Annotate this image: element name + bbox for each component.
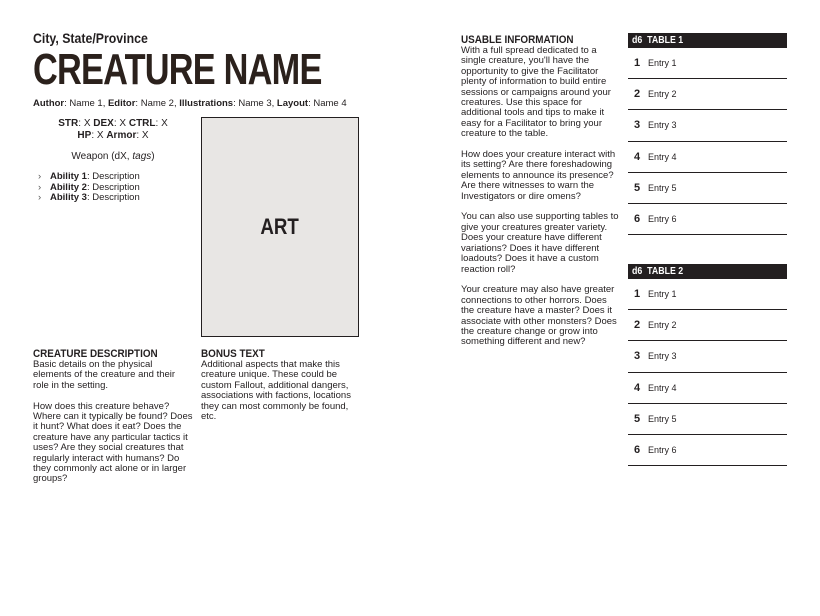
table-die: d6: [632, 35, 643, 46]
section-body: [201, 360, 361, 422]
table-row: [628, 279, 787, 310]
section-heading: CREATURE DESCRIPTION: [33, 348, 158, 360]
ability-label: Ability 2: [50, 181, 87, 193]
paragraph: Basic details on the physical elements of the creature and their role in the setting.: [33, 359, 176, 391]
d6-table-2: [628, 264, 787, 466]
row-number: 3: [633, 119, 641, 132]
table-header: [628, 264, 787, 279]
table-header: [628, 33, 787, 48]
paragraph: How does your creature interact with its setting? Are there foreshadowing elements to announce its presence? Are there witnesses to warn the Investigators or dire omens?: [461, 149, 616, 202]
stat-value: X: [83, 118, 91, 129]
weapon-tags: tags: [132, 151, 152, 162]
row-number: 2: [633, 319, 641, 332]
table-row: [628, 341, 787, 372]
row-number: 1: [633, 57, 641, 70]
paragraph: You can also use supporting tables to give your creatures greater variety. Does your creature have different variations? Does it have different loadouts? Does it have a custom reaction roll?: [461, 211, 619, 275]
table-row: [628, 435, 787, 466]
row-number: 4: [633, 381, 641, 394]
weapon-name: Weapon: [71, 151, 109, 162]
ability-desc: Description: [92, 192, 140, 203]
credit-name: Name 1: [69, 98, 103, 109]
section-body: [461, 46, 621, 348]
table-row: [628, 110, 787, 141]
art-label: ART: [260, 214, 300, 239]
weapon-line: [33, 151, 193, 162]
credit-role: Illustrations: [179, 98, 234, 109]
stat-label: STR: [58, 118, 79, 129]
row-label: Entry 5: [648, 182, 677, 193]
paragraph: With a full spread dedicated to a single creature, you'll have the opportunity to give the Facilitator plenty of information to build entire sessions or campaigns around your creatures. Use this space for additional tools and tips to make it easy for a Facilitator to bring your creature to the table.: [461, 45, 611, 140]
row-label: Entry 2: [648, 320, 677, 331]
ability-list: [38, 172, 140, 204]
row-label: Entry 4: [648, 382, 677, 393]
row-label: Entry 5: [648, 413, 677, 424]
chevron-right-icon: ›: [38, 192, 42, 203]
row-number: 5: [633, 412, 641, 425]
chevron-right-icon: ›: [38, 181, 42, 193]
stat-value: X: [141, 130, 149, 141]
row-label: Entry 3: [648, 351, 677, 362]
list-item: › Ability 2: Description: [38, 181, 140, 193]
row-label: Entry 2: [648, 89, 677, 100]
stat-block: [33, 118, 193, 142]
stat-value: X: [119, 118, 127, 129]
row-number: 5: [633, 181, 641, 194]
table-row: [628, 373, 787, 404]
ability-label: Ability 1: [50, 171, 87, 182]
credit-name: Name 4: [313, 98, 347, 109]
row-number: 6: [633, 213, 641, 226]
stat-line-1: STR: X DEX: X CTRL: X: [58, 118, 168, 129]
weapon-close: ): [151, 151, 155, 162]
table-row: [628, 204, 787, 235]
ability-desc: Description: [92, 181, 140, 193]
paragraph: Additional aspects that make this creature unique. These could be custom Fallout, additional dangers, associations with factions, locations they can most commonly be found, etc.: [201, 359, 351, 423]
credits-line: Author: Name 1, Editor: Name 2, Illustrations: Name 3, Layout: Name 4: [33, 98, 347, 109]
location-subtitle: City, State/Province: [33, 30, 148, 46]
d6-table-1: [628, 33, 787, 235]
row-label: Entry 6: [648, 445, 677, 456]
ability-label: Ability 3: [50, 192, 87, 203]
paragraph: Your creature may also have greater connections to other horrors. Does the creature have a master? Does it associate with other monsters? Does the creature change or grow into something different and new?: [461, 284, 617, 348]
list-item: › Ability 1: Description: [38, 171, 140, 182]
row-number: 6: [633, 444, 641, 457]
row-label: Entry 3: [648, 120, 677, 131]
ability-desc: Description: [92, 171, 140, 182]
list-item: › Ability 3: Description: [38, 192, 140, 203]
credit-role: Author: [33, 98, 65, 109]
usable-information-section: [461, 34, 621, 358]
section-body: [33, 360, 193, 485]
paragraph: How does this creature behave? Where can it typically be found? Does it hunt? What does it eat? Does the creature have any particular tactics it uses? Are they social creatures that regularly interact with humans? Do they commonly act alone or in larger groups?: [33, 400, 193, 485]
table-row: [628, 79, 787, 110]
weapon-dice: (dX,: [108, 151, 133, 162]
stat-label: CTRL: [128, 118, 156, 129]
section-heading: USABLE INFORMATION: [461, 34, 574, 46]
table-row: [628, 48, 787, 79]
section-heading: BONUS TEXT: [201, 348, 265, 360]
stat-label: HP: [77, 130, 92, 141]
stat-value: X: [161, 118, 168, 129]
stat-label: DEX: [93, 118, 114, 129]
row-number: 2: [633, 88, 641, 101]
credit-role: Layout: [276, 98, 309, 109]
stat-value: X: [96, 130, 104, 141]
credit-name: Name 2: [140, 98, 174, 109]
art-placeholder: [201, 117, 359, 337]
chevron-right-icon: ›: [38, 171, 42, 182]
row-number: 4: [633, 150, 641, 163]
table-title: TABLE 2: [647, 266, 684, 277]
stat-line-2: HP: X Armor: X: [77, 130, 149, 141]
row-label: Entry 4: [648, 151, 677, 162]
row-label: Entry 1: [648, 289, 677, 300]
bonus-text-section: [201, 348, 361, 433]
table-row: [628, 173, 787, 204]
creature-title: CREATURE NAME: [33, 45, 322, 94]
row-label: Entry 6: [648, 214, 677, 225]
credit-role: Editor: [107, 98, 136, 109]
table-row: [628, 142, 787, 173]
stat-label: Armor: [106, 130, 137, 141]
credit-name: Name 3: [238, 98, 272, 109]
table-die: d6: [632, 266, 643, 277]
table-row: [628, 404, 787, 435]
creature-description-section: [33, 348, 193, 495]
row-number: 1: [633, 288, 641, 301]
table-row: [628, 310, 787, 341]
table-title: TABLE 1: [647, 35, 684, 46]
row-label: Entry 1: [648, 58, 677, 69]
row-number: 3: [633, 350, 641, 363]
